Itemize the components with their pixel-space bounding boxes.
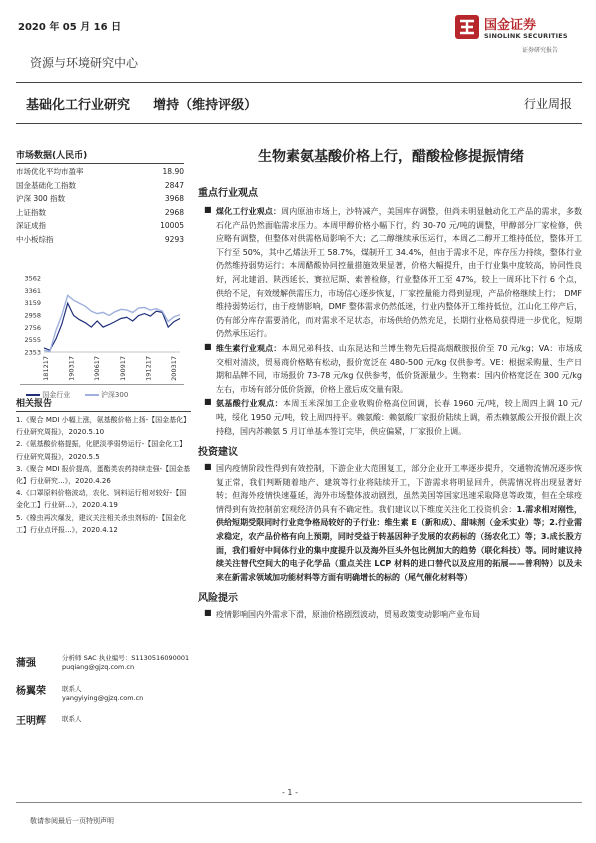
analyst-name: 王明辉 (16, 716, 46, 727)
market-row: 中小板综指 9293 (16, 234, 184, 244)
report-link[interactable]: 4.《口罩原料价格波动，农化、饲料运行相对较好-【国金化工】行业研...》，2020.4.19 (16, 489, 187, 510)
report-title: 生物素氨基酸价格上行，醋酸检修提振情绪 (258, 149, 524, 165)
report-type: 行业周报 (523, 97, 572, 111)
analyst-role: 联系人 (62, 715, 82, 723)
market-row: 上证指数 2968 (16, 207, 184, 217)
report-link[interactable]: 2.《氨基酸价格提振，化肥淡季弱势运行-【国金化工】行业研究周报》，2020.5.5 (16, 440, 187, 461)
bullet-icon: ■ (204, 397, 212, 407)
report-date: 2020 年 05 月 16 日 (18, 22, 122, 33)
footer-divider (16, 802, 582, 803)
analyst-role: 联系人 (62, 685, 82, 693)
analyst-2 (16, 682, 216, 703)
market-data-title: 市场数据(人民币) (16, 151, 88, 161)
index-line-chart (16, 272, 184, 382)
section-heading: 重点行业观点 (198, 188, 258, 199)
y-tick-label: 2555 (24, 336, 41, 345)
x-tick-label: 190917 (118, 356, 127, 381)
disclaimer-note: 敬请参阅最后一页特别声明 (30, 817, 114, 825)
market-row: 市场优化平均市盈率 18.90 (16, 167, 184, 176)
y-tick-label: 2756 (24, 323, 41, 332)
analyst-email[interactable]: yangyiying@gjzq.com.cn (62, 694, 144, 702)
bullet-icon: ■ (204, 341, 212, 351)
legend-series-2: 沪深300 (100, 391, 129, 399)
analyst-3 (16, 712, 216, 727)
company-logo (454, 12, 584, 54)
viewpoint-vitamin: ■ 维生素行业观点：本周兄弟科技、山东昆达和兰博生物先后提高烟酰胺报价至 70 元/kg；VA：市场成交相对清淡，贸易商价格略有松动，报价宽泛在 480-500 元/kg 仅供参考。VE：根据采购量、生产日期和品牌不同，市场报价 73-78 元/kg 仅供参考，低价货源量少。生物素：国内价格宽泛在 300 元/kg 左右，市场有部分低价货源，价格上涨后成交量有限。 (204, 341, 582, 394)
bullet-icon: ■ (204, 205, 212, 214)
logo-english: SINOLINK SECURITIES (484, 32, 568, 40)
analyst-email[interactable]: puqiang@gjzq.com.cn (62, 663, 135, 671)
industry-label: 基础化工行业研究 (26, 98, 131, 113)
investment-advice: ■ 国内疫情阶段性得到有效控制，下游企业大范围复工，部分企业开工率逐步提升，交通物流情况逐步恢复正常，我们判断随着地产、建筑等行业将陆续开工，下游需求将明显回升，供需情况将出现显著好转；但海外疫情快速蔓延，海外市场整体波动剧烈，虽然美国等国家迅速采取降息等政策，但在全球疫情得到有效控制前宏观经济仍具有不确定性。我们建议以下维度关注化工投资机会：1.需求相对刚性，供给短期受限同时行业竞争格局较好的子行业：维生素 E（新和成）、甜味剂（金禾实业）等；2.行业需求稳定，农产品价格有向上预期，同时受益于转基因种子发展的农药标的（扬农化工）等；3.成长股方面，我们看好中间体行业的集中度提升以及海外巨头外包比例加大的趋势（联化科技）等。同时建议持续关注替代空间大的电子化学品（重点关注 LCP 材料的进口替代以及应用的拓展——普利特）以及未来在新需求领域加功能材料等方面有明确增长的标的（尾气催化材料等） (204, 462, 582, 582)
analyst-role: 分析师 SAC 执业编号：S1130516090001 (62, 654, 190, 662)
x-tick-label: 191217 (144, 356, 153, 381)
logo-name: 国金证券 (484, 18, 537, 33)
rating-label: 增持（维持评级） (153, 98, 258, 113)
related-reports-title: 相关报告 (16, 399, 53, 409)
market-row: 深证成指 10005 (16, 221, 184, 231)
legend-series-1: 国金行业 (42, 391, 71, 399)
report-link[interactable]: 1.《聚合 MDI 小幅上涨，氨基酸价格上扬-【国金基化】行业研究周报》，2020.5.10 (16, 416, 191, 437)
market-table (16, 163, 184, 247)
bullet-icon: ■ (204, 608, 212, 618)
analyst-name: 杨翼荣 (16, 686, 46, 697)
logo-mark-icon (454, 14, 480, 40)
market-row: 国金基础化工指数 2847 (16, 180, 184, 190)
section-heading: 投资建议 (198, 447, 238, 459)
main-content (198, 184, 582, 622)
analyst-1 (16, 654, 216, 672)
industry-rating (26, 94, 257, 113)
market-data (16, 148, 184, 247)
y-tick-label: 3159 (24, 299, 41, 308)
section-heading: 风险提示 (198, 593, 238, 605)
report-link[interactable]: 3.《聚合 MDI 报价提高，蛋酯类农药持续走强-【国金基化】行业研究...》，2020.4.26 (16, 464, 191, 486)
page-number: - 1 - (282, 788, 298, 797)
research-center: 资源与环境研究中心 (30, 56, 139, 70)
x-tick-label: 200317 (170, 356, 178, 381)
viewpoint-coal: ■ 煤化工行业观点：周内原油市场上，沙特减产，美国库存调整，但尚未明显触动化工产品的需求，多数石化产品仍然面临需求压力。本周甲醇价格小幅下行，约 30-70 元/吨的调整，甲醇部分厂家检修，供应略有调整，但整体对供需格局影响不大；乙二醇继续承压运行，本周乙二醇开工维持低位，整体开工下行至 50%，其中乙烯法开工 58.7%，煤制开工 34.4%，但由于需求不足，库存压力持续，整体行业仍然维持弱势运行；本周醋酸协同控量措施效果显著，价格大幅提升，由于行业集中度较高，协同性良好，河北建滔、陕西延长、赛拉尼斯、索普检修，行业整体开工至 47%，较上一周环比下行 6 个点，供给不足，有效缓解供需压力，市场信心逐步恢复，厂家控量能力得到显现，产品价格继续上行； DMF 维持弱势运行，由于疫情影响，DMF 整体需求仍然低迷，行业内整体开工维持低位，江山化工停产后，仍有部分库存需要消化，而对需求不足状态，市场供给仍然充足，长期行业格局获得进一步优化，短期仍然承压运行。 (204, 205, 582, 339)
market-row: 沪深 300 指数 3968 (16, 194, 184, 204)
risk-warning: ■ 疫情影响国内外需求下滑，原油价格剧烈波动，贸易政策变动影响产业布局 (204, 608, 480, 620)
report-link[interactable]: 5.《橡虫再次爆发，建议关注相关杀虫剂标的-【国金化工】行业点评报...》，2020.4.12 (16, 513, 187, 534)
related-reports (16, 374, 191, 536)
y-tick-label: 3361 (24, 286, 41, 295)
x-tick-label: 190617 (93, 356, 102, 381)
viewpoint-amino: ■ 氨基酸行业观点：本周玉米深加工企业收购价格高位回调，长春 1960 元/吨，较上周四上调 10 元/吨，绥化 1950 元/吨，较上周四持平。赖氨酸：赖氨酸厂家报价陆续上调，希杰赖氨酸公开报价跟上次持稳，国内苏赖氨 5 月订单基本签订完毕，供应偏紧，厂家报价上调。 (204, 397, 583, 436)
y-tick-label: 2958 (24, 311, 41, 320)
title-band (16, 82, 582, 124)
logo-tagline: 证券研究报告 (522, 47, 559, 54)
x-tick-label: 181217 (42, 356, 50, 381)
analyst-name: 蒲强 (16, 658, 36, 669)
y-tick-label: 2353 (24, 348, 41, 357)
x-tick-label: 190317 (67, 356, 76, 381)
bullet-icon: ■ (204, 462, 212, 472)
y-tick-label: 3562 (24, 274, 41, 283)
